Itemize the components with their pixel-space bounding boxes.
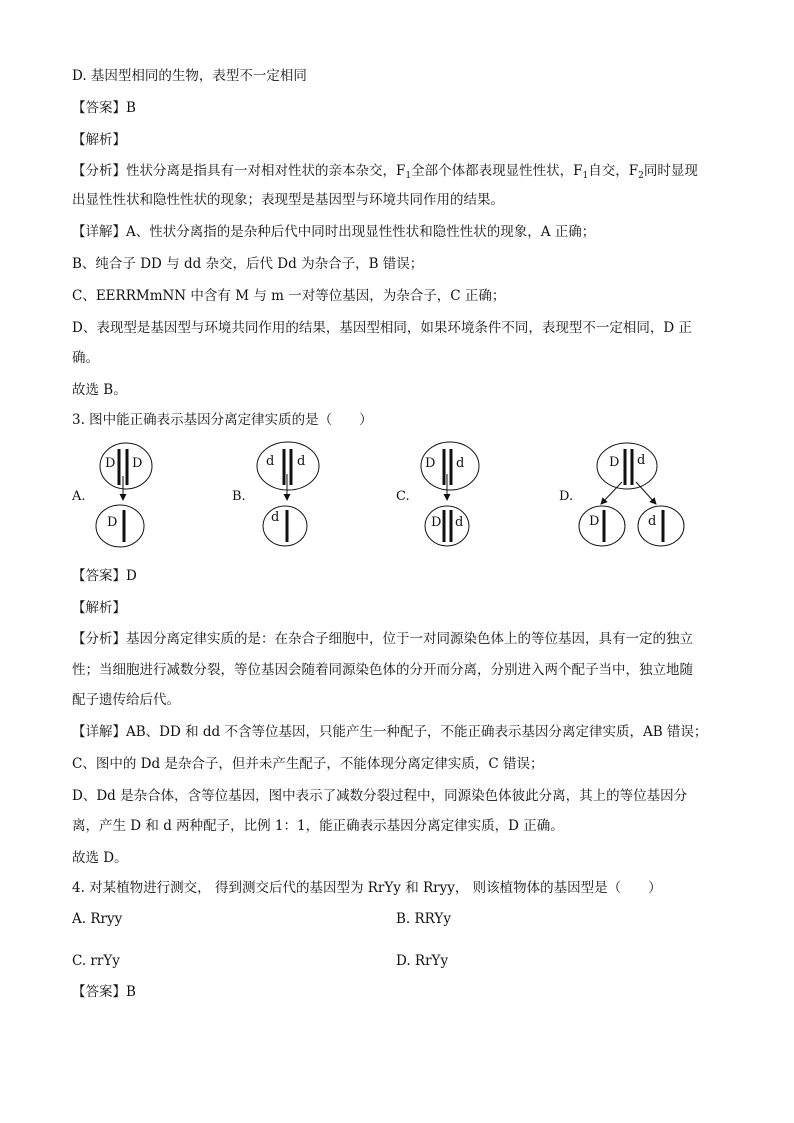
figure-b-letter: B. [232,489,246,504]
q2-detail-c: C、EERRMmNN 中含有 M 与 m 一对等位基因，为杂合子，C 正确； [72,288,506,304]
q3-answer: 【答案】D [72,568,137,584]
figure-a-gene-right: D [132,456,143,471]
q3-detail-d-line-1: D、Dd 是杂合体，含等位基因，图中表示了减数分裂过程中，同源染色体彼此分离，其上的等位基因分 [72,788,688,804]
figure-b-daughter-cell [263,506,307,546]
figure-a-letter: A. [72,489,86,504]
q3-stem: 3. 图中能正确表示基因分离定律实质的是（ ） [72,412,373,428]
figure-d [579,443,684,546]
q2-detail-b: B、纯合子 DD 与 dd 杂交，后代 Dd 为杂合子，B 错误； [72,256,424,272]
figure-a-gene-bottom: D [107,515,118,530]
q4-option-b: B. RRYy [396,911,451,927]
figure-d-gene-bottom-left: D [589,514,600,529]
q3-jiexi-heading: 【解析】 [72,600,126,616]
q2-conclusion: 故选 B。 [72,382,127,398]
figure-d-arrow-right [636,482,656,504]
figure-a-gene-left: D [105,456,116,471]
q4-option-c: C. rrYy [72,953,120,969]
q4-option-d: D. RrYy [396,953,449,969]
figure-c-letter: C. [396,489,410,504]
figure-d-gene-left: D [609,455,620,470]
q2-detail-d-line-1: D、表现型是基因型与环境共同作用的结果，基因型相同，如果环境条件不同，表现型不一定相同，D 正 [72,320,692,336]
q2-option-d: D. 基因型相同的生物，表型不一定相同 [72,68,307,84]
q4-answer: 【答案】B [72,984,136,1000]
figure-d-gene-bottom-right: d [648,514,657,529]
figure-b-gene-bottom: d [271,510,280,525]
figure-d-gene-right: d [637,453,646,468]
figure-c-gene-bottom-left: D [431,515,442,530]
figure-c-gene-right: d [456,456,465,471]
figure-b-gene-right: d [297,454,306,469]
figure-d-daughter-cell-right [638,506,684,546]
figure-c-gene-bottom-right: d [455,515,464,530]
q3-analysis-line-2: 性；当细胞进行减数分裂，等位基因会随着同源染色体的分开而分离，分别进入两个配子当中，独立地随 [72,662,693,678]
q3-conclusion: 故选 D。 [72,850,128,866]
figure-b-gene-left: d [266,454,275,469]
figure-d-daughter-cell-left [579,506,625,546]
figure-a-daughter-cell [96,505,144,547]
q2-jiexi-heading: 【解析】 [72,132,126,148]
q2-detail-a: 【详解】A、性状分离指的是杂种后代中同时出现显性性状和隐性性状的现象，A 正确； [72,224,596,240]
figure-d-letter: D. [559,489,574,504]
q3-detail-ab: 【详解】AB、DD 和 dd 不含等位基因，只能产生一种配子，不能正确表示基因分离定律实质，AB 错误； [72,724,708,740]
q2-detail-d-line-2: 确。 [72,350,99,366]
q2-analysis-line-2: 出显性性状和隐性性状的现象；表现型是基因型与环境共同作用的结果。 [72,192,504,208]
figure-d-arrow-left [601,482,622,504]
q4-stem: 4. 对某植物进行测交， 得到测交后代的基因型为 RrYy 和 Rryy， 则该植物体的基因型是（ ） [72,880,662,896]
q3-analysis-line-1: 【分析】基因分离定律实质的是：在杂合子细胞中，位于一对同源染色体上的等位基因，具有一定的独立 [72,631,693,647]
q3-analysis-line-3: 配子遗传给后代。 [72,692,180,708]
q4-option-a: A. Rryy [72,911,123,927]
q2-answer: 【答案】B [72,100,136,116]
q3-detail-c: C、图中的 Dd 是杂合子，但并未产生配子，不能体现分离定律实质，C 错误； [72,756,544,772]
q2-analysis-line-1: 【分析】性状分离是指具有一对相对性状的亲本杂交，$F_1$全部个体都表现显性性状，$F_1$自交，$F_2$同时显现 [72,163,698,181]
figure-c-gene-left: D [425,456,436,471]
figure-d-parent-cell [597,443,657,489]
q3-detail-d-line-2: 离，产生 D 和 d 两种配子，比例 1：1，能正确表示基因分离定律实质，D 正确。 [72,818,564,834]
